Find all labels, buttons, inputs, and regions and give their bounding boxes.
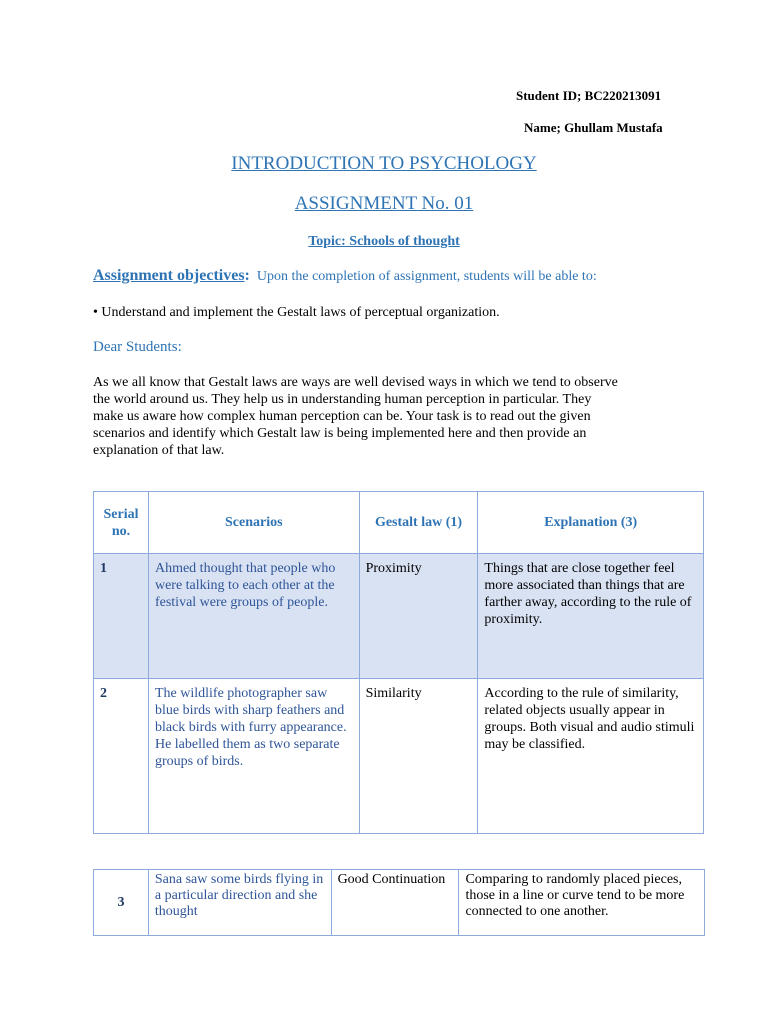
row-serial: 2 [94, 679, 149, 834]
row-law: Proximity [359, 554, 478, 679]
row-law: Similarity [359, 679, 478, 834]
objectives-text: Upon the completion of assignment, students will be able to: [256, 269, 597, 284]
table-row [94, 679, 704, 834]
intro-paragraph [93, 374, 713, 459]
row-explanation: Comparing to randomly placed pieces, those in a line or curve tend to be more connected to one another. [459, 870, 705, 936]
student-name: Name; Ghullam Mustafa [524, 120, 663, 135]
objectives-label: Assignment objectives [93, 267, 245, 284]
intro-line: the world around us. They help us in understanding human perception in particular. They [93, 392, 592, 407]
intro-line: explanation of that law. [93, 443, 225, 458]
assignment-title: ASSIGNMENT No. 01 [294, 193, 474, 214]
row-scenario: Sana saw some birds flying in a particular direction and she thought [148, 870, 331, 936]
row-serial: 1 [94, 554, 149, 679]
salutation: Dear Students: [93, 339, 182, 355]
table-header-row [94, 492, 704, 554]
row-law: Good Continuation [331, 870, 459, 936]
row-scenario: The wildlife photographer saw blue birds with sharp feathers and black birds with furry appearance. He labelled them as two separate groups of birds. [148, 679, 359, 834]
topic-heading: Topic: Schools of thought [308, 234, 460, 249]
row-explanation: According to the rule of similarity, related objects usually appear in groups. Both visual and audio stimuli may be classified. [478, 679, 704, 834]
intro-line: scenarios and identify which Gestalt law is being implemented here and then provide an [93, 426, 587, 441]
row-serial: 3 [94, 870, 149, 936]
course-title: INTRODUCTION TO PSYCHOLOGY [231, 153, 537, 174]
objectives-colon: : [244, 267, 250, 284]
header-serial: Serial no. [94, 492, 149, 554]
table-row [94, 554, 704, 679]
gestalt-table [93, 491, 704, 834]
header-scenarios: Scenarios [148, 492, 359, 554]
intro-line: As we all know that Gestalt laws are ways are well devised ways in which we tend to observe [93, 375, 618, 390]
header-explanation: Explanation (3) [478, 492, 704, 554]
gestalt-table-continued [93, 869, 705, 936]
objective-bullet: • Understand and implement the Gestalt laws of perceptual organization. [93, 305, 500, 320]
row-scenario: Ahmed thought that people who were talking to each other at the festival were groups of people. [148, 554, 359, 679]
header-law: Gestalt law (1) [359, 492, 478, 554]
objectives-line [93, 267, 597, 285]
row-explanation: Things that are close together feel more associated than things that are farther away, according to the rule of proximity. [478, 554, 704, 679]
student-id: Student ID; BC220213091 [516, 88, 662, 103]
intro-line: make us aware how complex human perception can be. Your task is to read out the given [93, 409, 591, 424]
table-row [94, 870, 705, 936]
